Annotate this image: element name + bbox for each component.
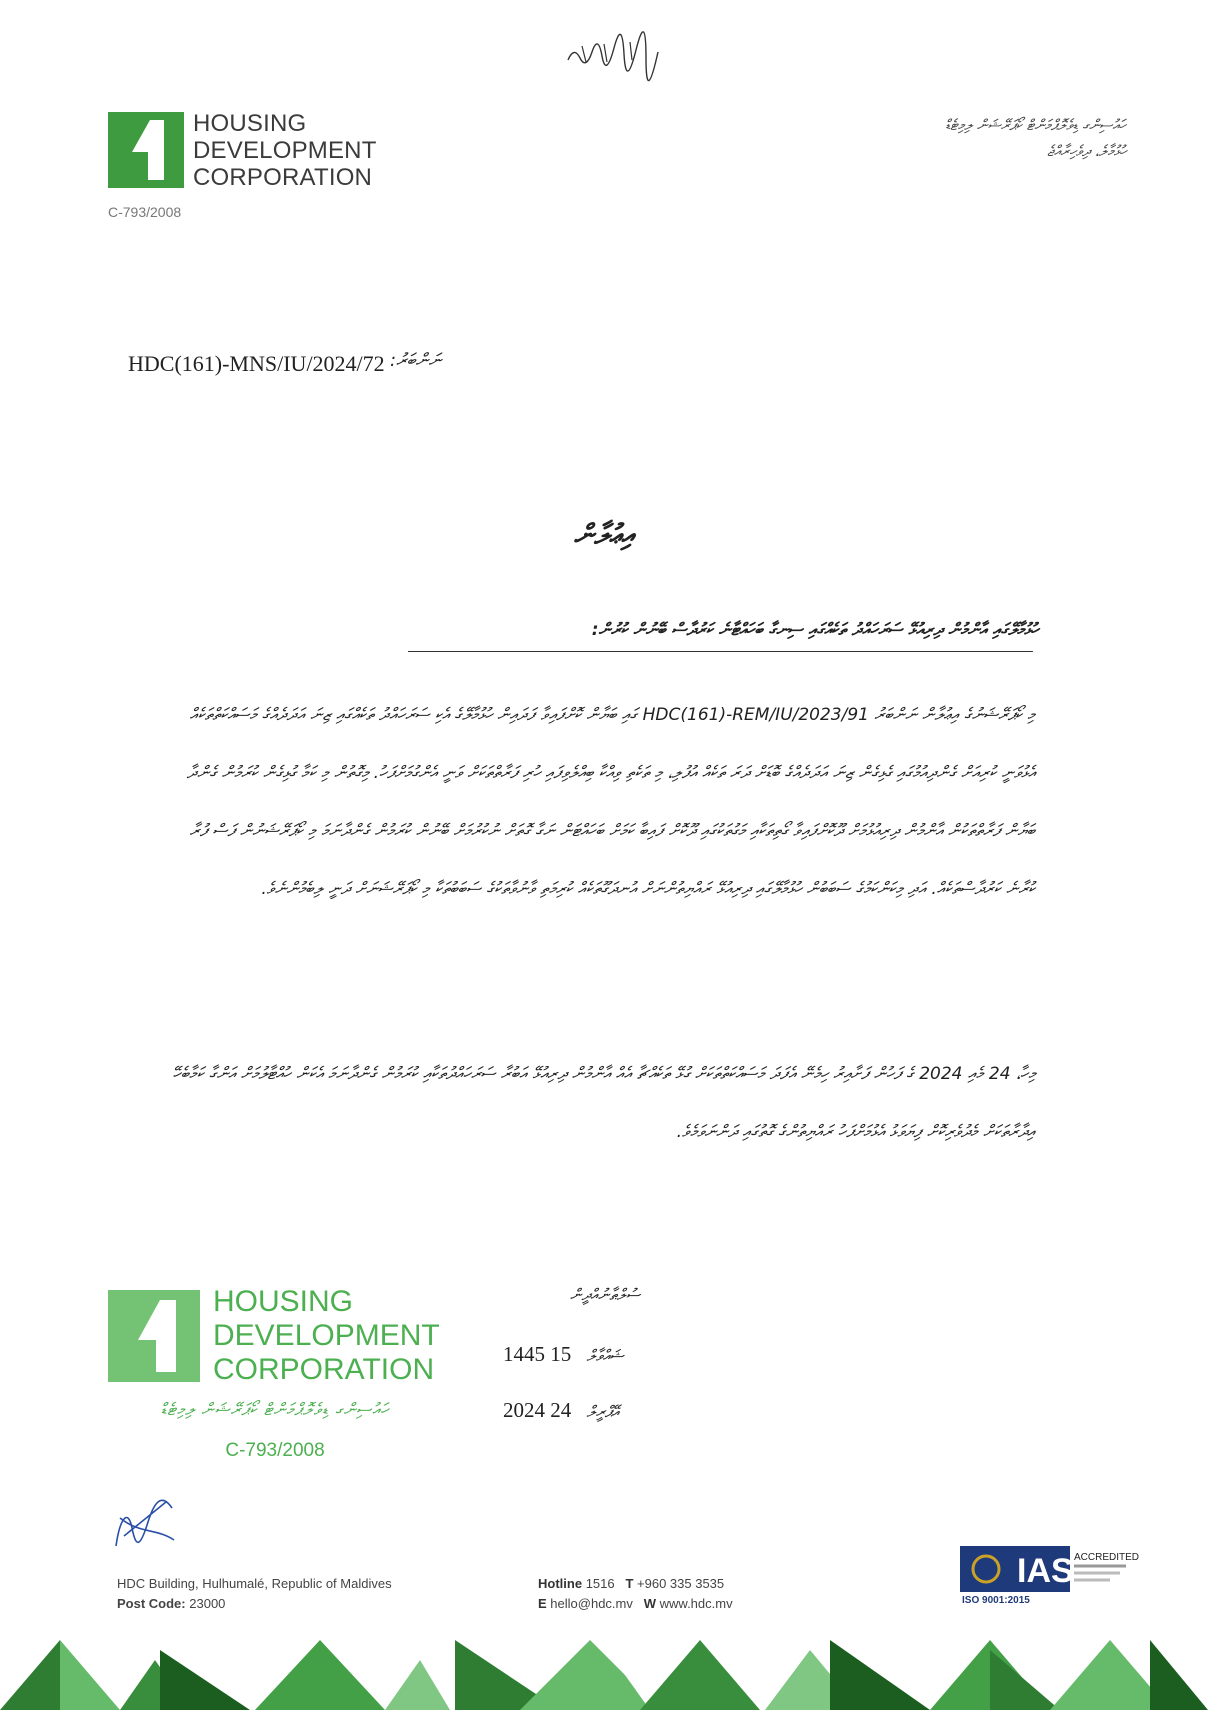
stamp-org-dhivehi: ހައުސިންގ ޑިވެލޮޕްމަންޓް ކޯޕަރޭޝަން ލިމިޓެޑް xyxy=(160,1400,390,1420)
triangle-pattern xyxy=(0,1640,1208,1710)
page-title: އިޢުލާން xyxy=(573,518,635,551)
footer-address-block xyxy=(117,1574,392,1614)
subject-heading: ހުޅުމާލޭގައި އާންމުން ދިރިއުޅޭ ސަރަހައްދު ތަކެއްގައި ސިނގާ ބަހައްޓާނެ ކަރުދާސް ބޭނުން ކުރުން: xyxy=(591,620,1038,640)
subject-underline xyxy=(408,651,1033,652)
logo-line: CORPORATION xyxy=(193,164,373,191)
reference-label: ނަންބަރު: xyxy=(390,350,441,371)
org-name-line: ހައުސިންގ ޑިވެލޮޕްމަންޓް ކޯޕަރޭޝަން ލިމިޓެޑް xyxy=(945,116,1126,134)
handwritten-signature xyxy=(110,1488,180,1558)
footer-phone-line: Hotline 1516 T +960 335 3535 xyxy=(538,1576,725,1591)
footer-contact-block xyxy=(538,1574,733,1614)
gregorian-date xyxy=(503,1398,629,1423)
hijri-month: ޝައްވާލް xyxy=(586,1346,624,1365)
reference-number: HDC(161)-MNS/IU/2024/72 xyxy=(128,351,385,376)
org-address-line: ހުޅުމާލެ، ދިވެހިރާއްޖެ xyxy=(1047,142,1126,160)
stamp-line: HOUSING xyxy=(213,1285,354,1318)
footer-web-line: E hello@hdc.mv W www.hdc.mv xyxy=(538,1596,733,1611)
registration-number: C-793/2008 xyxy=(108,204,182,220)
gregorian-month: އޭޕްރީލް xyxy=(586,1402,620,1421)
org-name-dhivehi xyxy=(945,112,1126,164)
website-link[interactable]: www.hdc.mv xyxy=(659,1596,733,1611)
ias-certification-badge xyxy=(960,1546,1140,1606)
logo-line: DEVELOPMENT xyxy=(193,137,377,164)
footer-address: HDC Building, Hulhumalé, Republic of Maldives xyxy=(117,1576,392,1591)
stamp-line: DEVELOPMENT xyxy=(213,1319,440,1352)
bismillah-calligraphy xyxy=(560,36,670,72)
body-paragraph-2: މިހާ، 24 މެއި 2024 ގެ ފަހުން ފަށާއިރު ހިމެނޭ އެފަދަ މަސައްކަތްތަކަށް ގުޅޭ ތަކެއްޗާ އެއް އާންމުން ދިރިއުޅޭ އަބުރާ ސަރަހައްދުތަކާއި ކުރަމުން ގެންދާނަމަ އެކަން ހުއްޓާލުމަށް އަންގާ ކަމާބެހޭ އިދާރާތަކަށް މެދުވެރިކޮށް ފިޔަވަޅު އެޅުމަށްފަހު ރައްޔިތުންގެ ގޮތުގައި ދަންނަވަމެވެ. xyxy=(172,1064,1035,1142)
accredited-text: ACCREDITED xyxy=(1074,1552,1140,1563)
hijri-year: 1445 xyxy=(503,1342,545,1366)
hdc-stamp-logo-icon xyxy=(108,1290,200,1382)
body-paragraph-1: މި ކޯޕަރޭޝަނުގެ އިޢުލާން ނަންބަރު HDC(161)-REM/IU/2023/91 ގައި ބަޔާން ކޮށްފައިވާ ފަދައިން ހުޅުމާލޭގެ އެކި ސަރަހައްދު ތަކެއްގައި ޒިނަ އަދަދެއްގެ މަސައްކަތްތަކެއް އެޅުވަނީ ކުރިއަށް ގެންދިއުމުގައި ގެޅިގެން ޒިނަ އަދަދެއްގެ ބޮޑަށް ދަރަ ތަކެއް އުފުލި، މި ތަކެތި ވިއްކާ ބިއްލެވިފައި ހުރި ފަރާތްތަކަށް ވަނީ އެންގުމަށްފަހު. މިގޮތުން މި ކަމާ ގުޅިގެން ކުރަމުން ގެންދާ ބަޔާން ފަރާތްތަކުން އާންމުން ދިރިއުޅުމަށް ދޫކޮށްފައިވާ ގޯތިތަކާއި މަގުތަކުގައި ދޫކޮށް ފައިބާ ކަމަށް ބަހައްޓަން ނަގާ ގޮތަށް ނުކުރުމަށް ބޭނުން ކުރަމުން ގެންދާނަމަ މި ކޯޕަރޭޝަނުން ފަސް ފުރާ ކުރާނެ ކަރުދާސްތަކެއް. އަދި މިކަންކަމުގެ ސަބަބުން ހުޅުމާލޭގައި ދިރިއުޅޭ ރައްޔިތުންނަށް އުނދަގޫތަކެއް ކުރިމަތި ވާނުވާތަކުގެ ސަބަބުތަކާ މި ކޯޕަރޭޝަނަށް ދަނީ ލިބެމުންނެވެ. xyxy=(186,705,1035,899)
gregorian-year: 2024 xyxy=(503,1398,545,1422)
logo-line: HOUSING xyxy=(193,110,307,137)
stamp-wordmark xyxy=(213,1285,440,1387)
hdc-logo-icon xyxy=(108,112,184,188)
stamp-registration: C-793/2008 xyxy=(225,1440,325,1461)
ias-badge-text: IAS xyxy=(1017,1552,1074,1590)
telephone-number[interactable]: +960 335 3535 xyxy=(637,1576,725,1591)
gregorian-day: 24 xyxy=(550,1398,572,1422)
email-link[interactable]: hello@hdc.mv xyxy=(550,1596,633,1611)
iso-text: ISO 9001:2015 xyxy=(962,1595,1030,1606)
decorative-triangle-band xyxy=(0,1640,1208,1710)
signing-place: ސުލްޠާނުއްދީން xyxy=(569,1285,640,1304)
footer-postcode: Post Code: 23000 xyxy=(117,1596,226,1611)
hijri-date xyxy=(503,1342,634,1367)
stamp-line: CORPORATION xyxy=(213,1353,435,1386)
logo-wordmark xyxy=(193,110,377,191)
hotline-number[interactable]: 1516 xyxy=(585,1576,615,1591)
hijri-day: 15 xyxy=(550,1342,572,1366)
